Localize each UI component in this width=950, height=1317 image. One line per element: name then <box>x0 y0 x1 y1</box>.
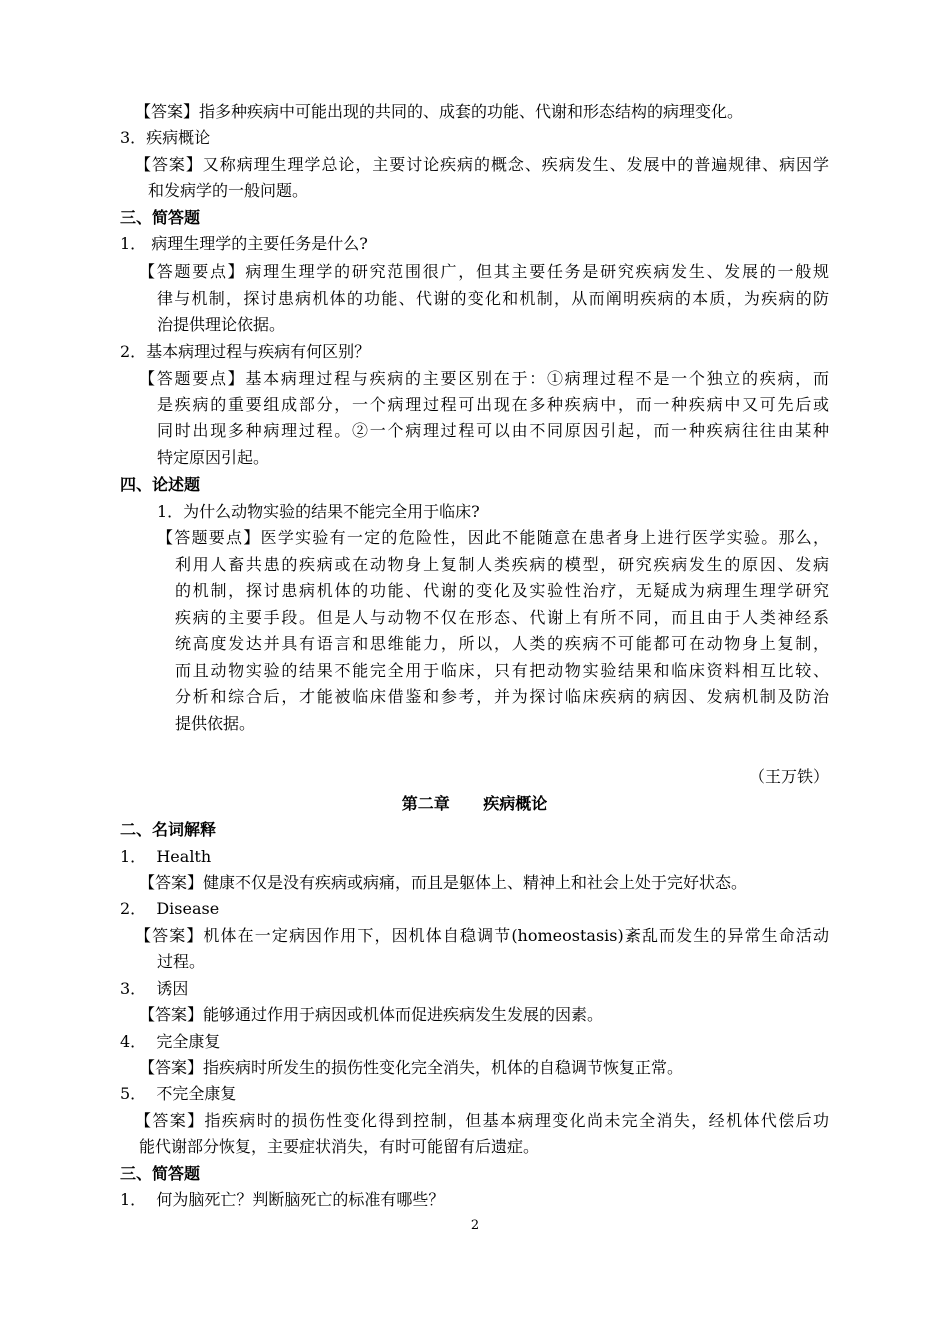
section-heading: 三、简答题 <box>120 1164 201 1183</box>
answer-text: 的机制，探讨患病机体的功能、代谢的变化及实验性治疗，无疑成为病理生理学研究 <box>175 581 829 600</box>
term-heading: 1． Health <box>120 847 212 866</box>
answer-text: 过程。 <box>157 952 206 971</box>
term-heading: 5． 不完全康复 <box>120 1084 237 1103</box>
section-heading: 四、论述题 <box>120 475 201 494</box>
chapter-title: 第二章 疾病概论 <box>401 794 548 813</box>
answer-text: 【答案】指疾病时所发生的损伤性变化完全消失，机体的自稳调节恢复正常。 <box>139 1058 684 1077</box>
question: 2．基本病理过程与疾病有何区别？ <box>120 342 371 361</box>
question: 1．为什么动物实验的结果不能完全用于临床? <box>157 502 480 521</box>
answer-text: 统高度发达并具有语言和思维能力，所以，人类的疾病不可能都可在动物身上复制， <box>175 634 829 653</box>
answer-text: 治提供理论依据。 <box>157 315 286 334</box>
term-heading: 3．疾病概论 <box>120 128 211 147</box>
answer-text: 分析和综合后，才能被临床借鉴和参考，并为探讨临床疾病的病因、发病机制及防治 <box>175 687 829 706</box>
answer-text: 疾病的主要手段。但是人与动物不仅在形态、代谢上有所不同，而且由于人类神经系 <box>175 608 829 627</box>
term-heading: 4． 完全康复 <box>120 1032 221 1051</box>
answer-text: 是疾病的重要组成部分，一个病理过程可出现在多种疾病中，而一种疾病中又可先后或 <box>157 395 829 414</box>
page-number: 2 <box>470 1218 480 1233</box>
answer-text: 【答题要点】医学实验有一定的危险性，因此不能随意在患者身上进行医学实验。那么， <box>157 528 829 547</box>
answer-text: 【答题要点】基本病理过程与疾病的主要区别在于：①病理过程不是一个独立的疾病，而 <box>139 369 829 388</box>
answer-text: 特定原因引起。 <box>157 448 270 467</box>
answer-text: 而且动物实验的结果不能完全用于临床，只有把动物实验结果和临床资料相互比较、 <box>175 661 829 680</box>
answer-text: 利用人畜共患的疾病或在动物身上复制人类疾病的模型，研究疾病发生的原因、发病 <box>175 555 829 574</box>
question: 1． 病理生理学的主要任务是什么? <box>120 234 368 253</box>
answer-text: 同时出现多种病理过程。②一个病理过程可以由不同原因引起，而一种疾病往往由某种 <box>157 421 829 440</box>
answer-text: 【答案】指疾病时的损伤性变化得到控制，但基本病理变化尚未完全消失，经机体代偿后功 <box>135 1111 829 1130</box>
answer-text: 【答案】指多种疾病中可能出现的共同的、成套的功能、代谢和形态结构的病理变化。 <box>135 102 744 121</box>
term-heading: 3． 诱因 <box>120 979 189 998</box>
answer-text: 律与机制，探讨患病机体的功能、代谢的变化和机制，从而阐明疾病的本质，为疾病的防 <box>157 289 829 308</box>
answer-text: 【答案】机体在一定病因作用下，因机体自稳调节(homeostasis)紊乱而发生的异常生命活动 <box>135 926 829 945</box>
author-signature: （王万铁） <box>748 767 829 786</box>
section-heading: 二、名词解释 <box>120 820 217 839</box>
question: 1． 何为脑死亡？判断脑死亡的标准有哪些？ <box>120 1190 445 1209</box>
answer-text: 【答案】能够通过作用于病因或机体而促进疾病发生发展的因素。 <box>139 1005 604 1024</box>
answer-text: 和发病学的一般问题。 <box>148 181 309 200</box>
answer-text: 能代谢部分恢复，主要症状消失，有时可能留有后遗症。 <box>139 1137 540 1156</box>
answer-text: 提供依据。 <box>175 714 256 733</box>
term-heading: 2． Disease <box>120 899 220 918</box>
answer-text: 【答案】健康不仅是没有疾病或病痛，而且是躯体上、精神上和社会上处于完好状态。 <box>139 873 748 892</box>
answer-text: 【答题要点】病理生理学的研究范围很广，但其主要任务是研究疾病发生、发展的一般规 <box>139 262 829 281</box>
answer-text: 【答案】又称病理生理学总论，主要讨论疾病的概念、疾病发生、发展中的普遍规律、病因学 <box>135 155 829 174</box>
section-heading: 三、简答题 <box>120 208 201 227</box>
